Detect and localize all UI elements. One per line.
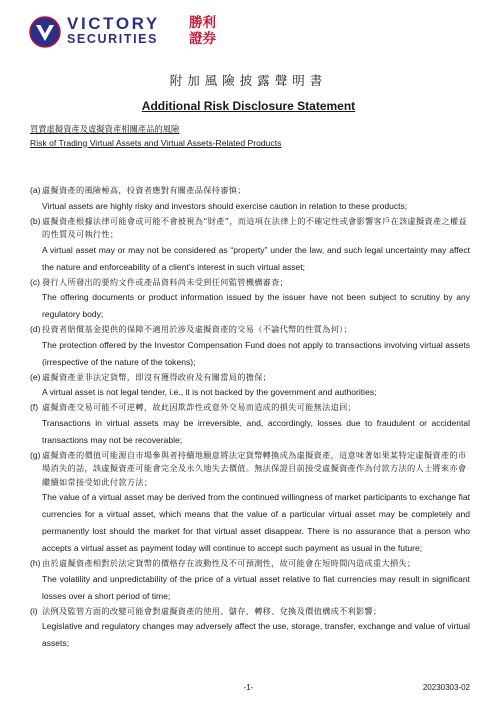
risk-item-e	[30, 371, 470, 402]
item-text-zh: 虛擬資產交易可能不可逆轉，故此因欺詐性或意外交易而造成的損失可能無法追回；	[42, 402, 357, 412]
risk-item-g	[30, 449, 470, 558]
item-text-en: Virtual assets are highly risky and investors should exercise caution in relation to these products;	[42, 200, 408, 211]
section-heading-en: Risk of Trading Virtual Assets and Virtual Assets-Related Products	[30, 137, 282, 148]
page-number: -1-	[243, 683, 254, 692]
item-marker: (f)	[30, 402, 39, 412]
document-title-zh: 附加風險披露聲明書	[169, 73, 328, 88]
risk-item-d	[30, 323, 470, 371]
item-text-zh: 法例及監管方面的改變可能會對虛擬資產的使用、儲存、轉移、兌換及價值構成不利影響；	[42, 605, 382, 616]
document-code: 20230303-02	[422, 683, 470, 692]
item-marker: (d)	[30, 324, 41, 334]
document-title-en: Additional Risk Disclosure Statement	[141, 99, 356, 113]
item-marker: (i)	[30, 605, 38, 616]
item-marker: (h)	[30, 558, 41, 568]
section-heading	[30, 123, 470, 150]
risk-item-b	[30, 215, 470, 276]
item-text-zh: 投資者賠償基金提供的保障不適用於涉及虛擬資產的交易（不論代幣的性質為何）；	[42, 324, 352, 334]
victory-logo-icon	[29, 16, 61, 48]
logo-zh-line2: 證券	[189, 31, 216, 47]
item-marker: (e)	[30, 371, 41, 382]
item-text-en: Legislative and regulatory changes may adversely affect the use, storage, transfer, exchange and value of virtual assets;	[42, 621, 470, 648]
item-text-en: A virtual asset is not legal tender, i.e., it is not backed by the government and authorities;	[42, 387, 377, 397]
risk-item-c	[30, 276, 470, 324]
item-marker: (c)	[30, 276, 41, 287]
risk-item-f	[30, 401, 470, 449]
item-marker: (b)	[30, 215, 41, 226]
item-text-en: The volatility and unpredictability of the price of a virtual asset relative to fiat currencies may result in significant losses over a short period of time;	[42, 573, 470, 601]
risk-items-list	[30, 184, 470, 652]
logo-line1: VICTORY	[67, 14, 160, 33]
item-text-zh: 虛擬資產根據法律可能會或可能不會被視為“財產”，而這項在法律上的不確定性或會影響客戶在該虛擬資產之權益的性質及可執行性；	[42, 215, 467, 239]
risk-item-h	[30, 557, 470, 605]
item-text-en: The offering documents or product information issued by the issuer have not been subject to scrutiny by any regulatory body;	[42, 292, 470, 319]
item-text-en: The protection offered by the Investor Compensation Fund does not apply to transactions involving virtual assets (irrespective of the nature of the tokens);	[42, 339, 470, 367]
item-text-zh: 虛擬資產的風險極高，投資者應對有關產品保持審慎；	[42, 185, 246, 195]
item-text-zh: 由於虛擬資產相對於法定貨幣的價格存在波動性及不可預測性，故可能會在短時間內造成重大損失；	[42, 558, 416, 568]
logo-text-zh	[189, 15, 223, 47]
item-marker: (a)	[30, 185, 41, 195]
company-logo	[29, 14, 219, 54]
item-text-en: Transactions in virtual assets may be irreversible, and, accordingly, losses due to fraudulent or accidental transactions may not be recoverable;	[42, 417, 470, 445]
section-heading-zh: 買賣虛擬資產及虛擬資產相關產品的風險	[30, 124, 180, 134]
item-text-zh: 虛擬資產的價值可能源自市場參與者持續地願意將法定貨幣轉換成為虛擬資產，這意味著如果某特定虛擬資產的市場消失的話，該虛擬資產可能會完全及永久地失去價值。無法保證目前接受虛擬資產作為付款方法的人士將來亦會繼續如常接受如此付款方法；	[42, 449, 467, 487]
item-marker: (g)	[30, 449, 41, 460]
item-text-en: A virtual asset may or may not be considered as “property” under the law, and such legal uncertainty may affect the nature and enforceability of a client’s interest in such virtual asset;	[42, 244, 470, 272]
risk-item-a	[30, 184, 470, 215]
logo-line2: SECURITIES	[67, 32, 159, 46]
item-text-en: The value of a virtual asset may be derived from the continued willingness of market participants to exchange fiat currencies for a virtual asset, which means that the value of a particular virtual asset may be completely and permanently lost should the market for that virtual asset disappear. There is no assurance that a person who accepts a virtual asset as payment today will continue to accept such payment as usual in the future;	[42, 492, 470, 553]
logo-text-en	[67, 16, 187, 47]
risk-item-i	[30, 605, 470, 653]
logo-zh-line1: 勝利	[189, 15, 216, 31]
item-text-zh: 發行人所發出的要約文件或產品資料尚未受到任何監管機構審查；	[42, 276, 289, 287]
item-text-zh: 虛擬資產並非法定貨幣，即沒有獲得政府及有關當局的擔保；	[42, 371, 272, 382]
